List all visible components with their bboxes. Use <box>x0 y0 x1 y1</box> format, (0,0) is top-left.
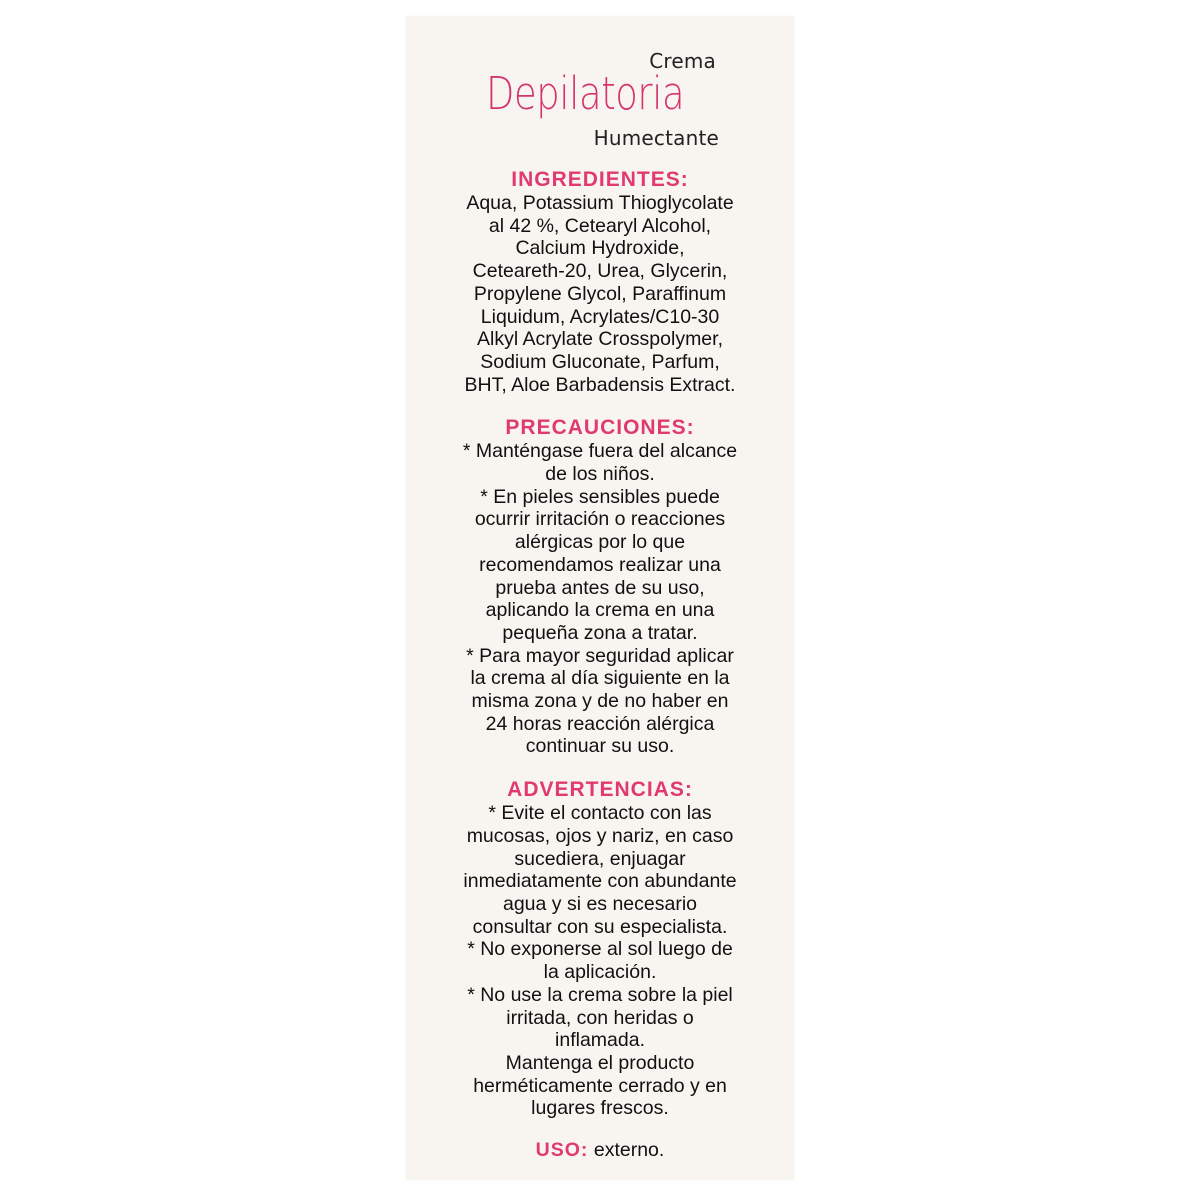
precautions-line: misma zona y de no haber en <box>471 690 729 713</box>
warnings-line: Mantenga el producto <box>505 1051 695 1074</box>
warnings-line: irritada, con heridas o <box>506 1006 694 1029</box>
ingredients-title: INGREDIENTES: <box>511 168 689 191</box>
brand-main-word: Depilatoria <box>486 67 685 120</box>
warnings-section <box>406 778 794 1120</box>
warnings-line: * Evite el contacto con las <box>488 802 712 825</box>
ingredients-line: al 42 %, Cetearyl Alcohol, <box>488 214 712 237</box>
section-spacer <box>406 758 794 778</box>
warnings-line: lugares frescos. <box>531 1097 669 1120</box>
warnings-line: mucosas, ojos y nariz, en caso <box>466 824 734 847</box>
warnings-title: ADVERTENCIAS: <box>507 778 693 802</box>
usage-value: externo. <box>593 1139 665 1162</box>
precautions-line: prueba antes de su uso, <box>495 576 705 599</box>
warnings-line: herméticamente cerrado y en <box>473 1074 727 1097</box>
ingredients-line: Propylene Glycol, Paraffinum <box>473 282 727 305</box>
ingredients-line: Alkyl Acrylate Crosspolymer, <box>477 328 723 351</box>
precautions-line: * Para mayor seguridad aplicar <box>466 644 734 667</box>
brand-top-word: Crema <box>649 49 716 73</box>
precautions-line: aplicando la crema en una <box>485 599 715 622</box>
usage-label: USO: <box>535 1139 589 1162</box>
ingredients-line: Liquidum, Acrylates/C10-30 <box>480 305 720 328</box>
warnings-line: inflamada. <box>555 1029 645 1052</box>
brand-logo <box>406 16 794 156</box>
product-label-panel <box>406 16 794 1180</box>
precautions-title: PRECAUCIONES: <box>505 416 695 440</box>
precautions-line: pequeña zona a tratar. <box>502 621 698 644</box>
precautions-line: alérgicas por lo que <box>514 531 686 554</box>
precautions-line: continuar su uso. <box>525 735 675 758</box>
precautions-line: * Manténgase fuera del alcance <box>462 440 738 463</box>
ingredients-line: Aqua, Potassium Thioglycolate <box>466 192 734 214</box>
label-content <box>406 168 794 1162</box>
ingredients-section <box>406 168 794 396</box>
warnings-line: * No exponerse al sol luego de <box>467 938 733 961</box>
precautions-line: de los niños. <box>545 463 655 486</box>
ingredients-line: Sodium Gluconate, Parfum, <box>480 350 720 373</box>
warnings-line: la aplicación. <box>543 961 657 984</box>
precautions-line: 24 horas reacción alérgica <box>485 712 715 735</box>
ingredients-line: Ceteareth-20, Urea, Glycerin, <box>472 260 728 283</box>
precautions-line: ocurrir irritación o reacciones <box>474 508 726 531</box>
ingredients-line: Calcium Hydroxide, <box>515 237 685 260</box>
usage-line <box>406 1138 794 1162</box>
precautions-line: la crema al día siguiente en la <box>470 667 730 690</box>
ingredients-line: BHT, Aloe Barbadensis Extract. <box>464 373 736 396</box>
precautions-section <box>406 416 794 758</box>
warnings-line: consultar con su especialista. <box>472 915 728 938</box>
brand-bottom-word: Humectante <box>593 126 719 150</box>
warnings-line: * No use la crema sobre la piel <box>467 983 733 1006</box>
precautions-line: * En pieles sensibles puede <box>480 485 720 508</box>
section-spacer <box>406 396 794 416</box>
warnings-line: inmediatamente con abundante <box>463 870 737 893</box>
warnings-line: sucediera, enjuagar <box>514 847 686 870</box>
warnings-line: agua y si es necesario <box>502 892 698 915</box>
precautions-line: recomendamos realizar una <box>479 553 721 576</box>
